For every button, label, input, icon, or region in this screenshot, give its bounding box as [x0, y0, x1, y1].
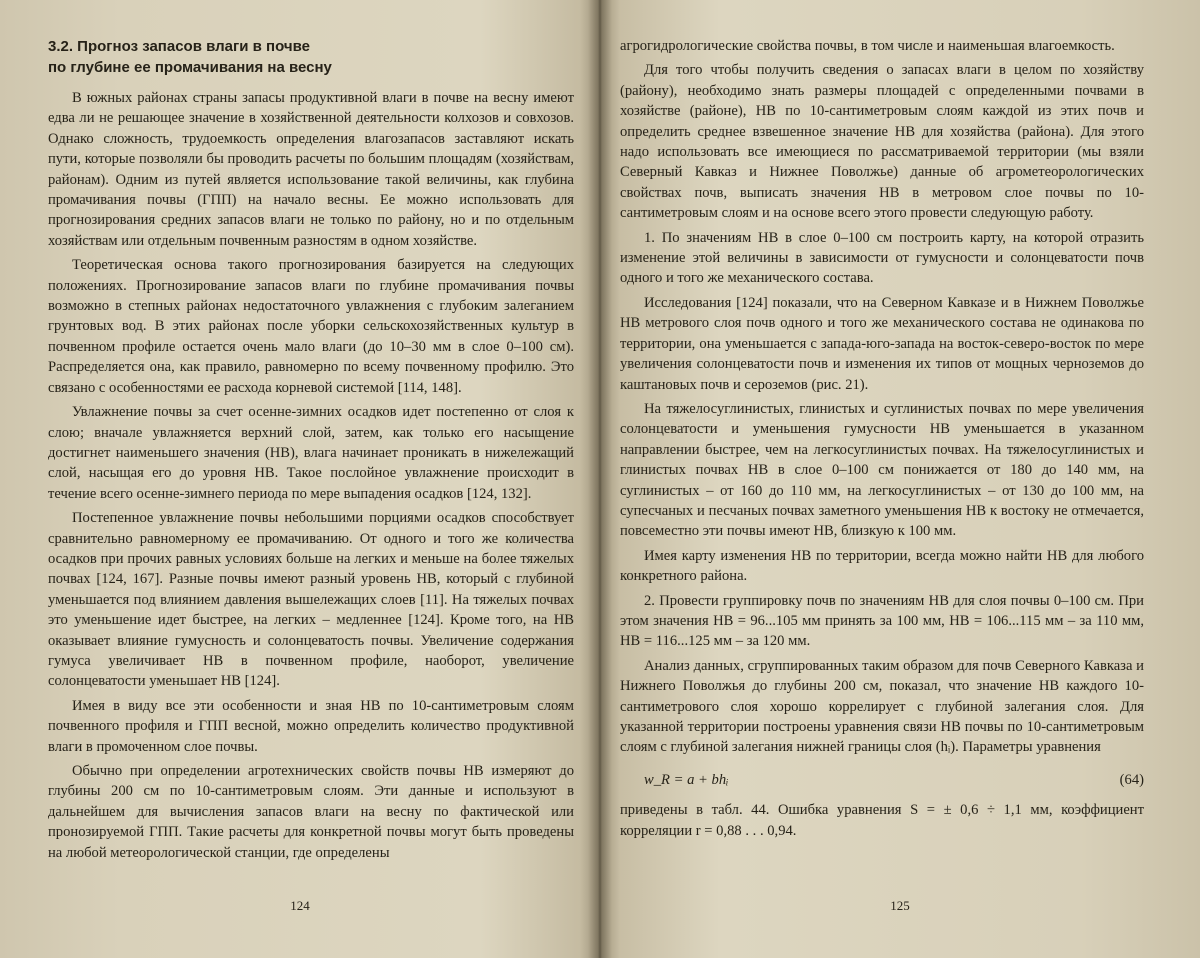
right-paragraph-6: Имея карту изменения НВ по территории, всегда можно найти НВ для любого конкретного района. [620, 547, 1144, 585]
equation-64 [620, 770, 1144, 790]
right-paragraph-2: Для того чтобы получить сведения о запасах влаги в целом по хозяйству (району), необходимо знать размеры площадей с определенными почвами в хозяйстве (районе), НВ по 10-сантиметровым слоям каждой из этих почв и определить среднее взвешенное значение НВ для хозяйства (района). Для этого надо использовать все имеющиеся по рассматриваемой территории (мы взяли Северный Кавказ и Нижнее Поволжье) данные об агрометеорологических свойствах почв, выписать значения НВ в метровом слое почвы по 10-сантиметровым слоям и на основе всего этого провести следующую работу. [620, 62, 1144, 222]
right-paragraph-7: 2. Провести группировку почв по значениям НВ для слоя почвы 0–100 см. При этом значения НВ = 96...105 мм принять за 100 мм, НВ = 106...115 мм – за 110 мм, НВ = 116...125 мм – за 120 мм. [620, 592, 1144, 650]
section-heading-line-1: 3.2. Прогноз запасов влаги в почве [48, 38, 310, 55]
right-paragraph-8: Анализ данных, сгруппированных таким образом для почв Северного Кавказа и Нижнего Поволжья до глубины 200 см, показал, что значение НВ каждого 10-сантиметрового слоя хорошо коррелирует с глубиной залегания слоя. Для указанной территории построены уравнения связи НВ почвы по 10-сантиметровым слоям с глубиной залегания нижней границы слоя (hᵢ). Параметры уравнения [620, 657, 1144, 756]
equation-expression: w_R = a + bhᵢ [644, 771, 729, 788]
equation-number: (64) [1119, 771, 1144, 788]
left-paragraph-2: Теоретическая основа такого прогнозирования базируется на следующих положениях. Прогнозирование запасов влаги по глубине промачивания почвы возможно в степных районах недостаточного увлажнения с глубоким залеганием грунтовых вод. В этих районах после уборки сельскохозяйственных культур в почвенном профиле остается очень мало влаги (до 10–30 мм в слое 0–100 см). Распределяется она, как правило, равномерно по всему почвенному профилю. Это связано с особенностями ее расхода корневой системой [114, 148]. [48, 257, 574, 396]
right-page [600, 0, 1200, 958]
right-paragraph-9: приведены в табл. 44. Ошибка уравнения S = ± 0,6 ÷ 1,1 мм, коэффициент корреляции r = 0,88 . . . 0,94. [620, 802, 1144, 839]
section-heading-line-2: по глубине ее промачивания на весну [48, 59, 332, 76]
left-paragraph-1: В южных районах страны запасы продуктивной влаги в почве на весну имеют едва ли не решающее значение в хозяйственной деятельности колхозов и совхозов. Однако сложность, трудоемкость определения влагозапасов заставляют искать пути, которые позволяли бы проводить расчеты по большим площадям (хозяйствам, районам). Одним из путей является использование такой величины, как глубина промачивания почвы (ГПП) на начало весны. Ее можно использовать для прогнозирования средних запасов влаги не только по району, но и по отдельным хозяйствам или отдельным почвенным разностям в одном хозяйстве. [48, 90, 574, 249]
right-paragraph-1: агрогидрологические свойства почвы, в том числе и наименьшая влагоемкость. [620, 38, 1115, 54]
left-paragraph-3: Увлажнение почвы за счет осенне-зимних осадков идет постепенно от слоя к слою; вначале увлажняется верхний слой, затем, как только его насыщение достигнет наименьшего значения (НВ), влага начинает проникать в нижележащий слой, насыщая его до уровня НВ. Такое послойное увлажнение происходит в течение всего осенне-зимнего периода по мере выпадения осадков [124, 132]. [48, 404, 574, 502]
right-paragraph-4: Исследования [124] показали, что на Северном Кавказе и в Нижнем Поволжье НВ метрового слоя почв одного и того же механического состава не одинакова по территории, она уменьшается с запада-юго-запада на восток-северо-восток по мере увеличения солонцеватости почв и изменения их типов от мощных черноземов до каштановых почв и сероземов (рис. 21). [620, 294, 1144, 393]
section-heading [48, 36, 576, 78]
page-number-left: 124 [290, 898, 310, 913]
right-paragraph-3: 1. По значениям НВ в слое 0–100 см построить карту, на которой отразить изменение этой величины в зависимости от гумусности и солонцеватости почв одного и того же механического состава. [620, 229, 1144, 287]
page-number-right: 125 [890, 898, 910, 913]
left-paragraph-4: Постепенное увлажнение почвы небольшими порциями осадков способствует сравнительно равномерному ее промачиванию. От одного и того же количества осадков при прочих равных условиях больше на легких и меньше на более тяжелых почвах [124, 167]. Разные почвы имеют разный уровень НВ, который с глубиной уменьшается под влиянием давления вышележащих слоев [11]. На тяжелых почвах это уменьшение идет быстрее, на легких – медленнее [124]. Кроме того, на НВ оказывает влияние гумусность и солонцеватость почвы. Увеличение содержания гумуса увеличивает НВ в почвенном профиле, наоборот, увеличение солонцеватости уменьшает НВ [124]. [48, 510, 574, 690]
left-paragraph-5: Имея в виду все эти особенности и зная НВ по 10-сантиметровым слоям почвенного профиля и ГПП весной, можно определить количество продуктивной влаги в промоченном слое почвы. [48, 697, 574, 755]
right-paragraph-5: На тяжелосуглинистых, глинистых и суглинистых почвах по мере увеличения солонцеватости и уменьшения гумусности НВ уменьшается в указанном направлении быстрее, чем на легкосуглинистых почвах. На тяжелосуглинистых и глинистых почвах НВ в слое 0–100 см понижается от 180 до 140 мм, на суглинистых – от 160 до 110 мм, на легкосуглинистых – от 130 до 100 мм, на супесчаных и песчаных почвах заметного уменьшения НВ к востоку не отмечается, повсеместно эти почвы имеют НВ, близкую к 100 мм. [620, 400, 1144, 540]
left-paragraph-6: Обычно при определении агротехнических свойств почвы НВ измеряют до глубины 200 см по 10-сантиметровым слоям. Эти данные и используют в дальнейшем для вычисления запасов влаги на весну по фактической или пронозируемой ГПП. Такие расчеты для конкретной почвы могут быть проведены на любой метеорологической станции, где определены [48, 763, 574, 861]
